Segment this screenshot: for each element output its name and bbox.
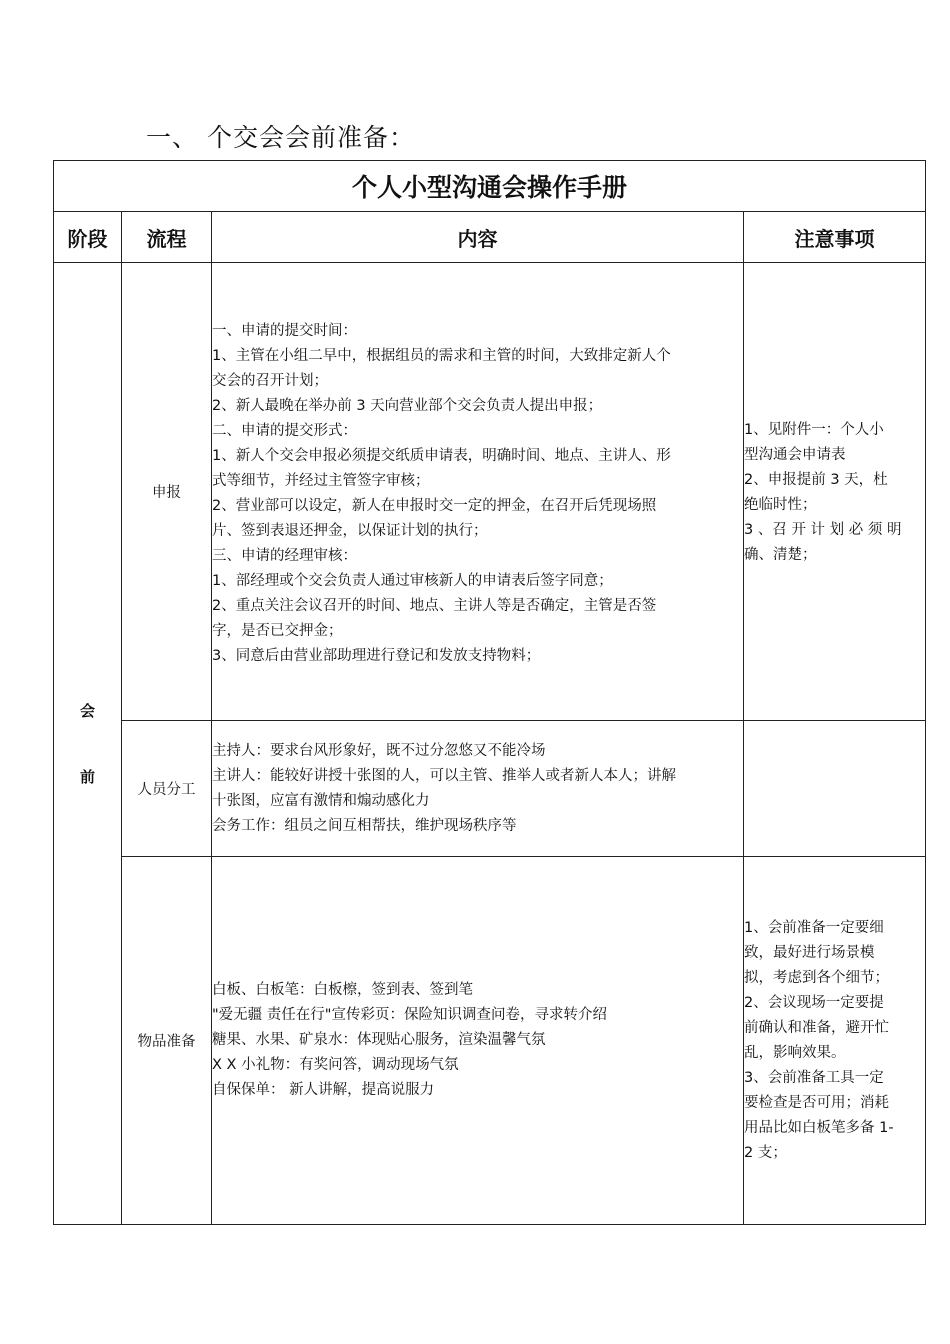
note-line: 致，最好进行场景模 [744, 944, 875, 961]
note-line: 要检查是否可用；消耗 [744, 1094, 889, 1111]
note-line: 3、会前准备工具一定 [744, 1069, 884, 1086]
content-line: 3、同意后由营业部助理进行登记和发放支持物料； [212, 648, 541, 664]
content-line: 1、新人个交会申报必须提交纸质申请表，明确时间、地点、主讲人、形 [212, 448, 671, 464]
section-heading: 一、 个交会会前准备： [146, 123, 415, 152]
content-line: 白板、白板笔：白板檫，签到表、签到笔 [212, 982, 473, 998]
content-line: "爱无疆 责任在行"宣传彩页：保险知识调查问卷，寻求转介绍 [212, 1007, 607, 1023]
content-line: 片、签到表退还押金，以保证计划的执行； [212, 523, 488, 539]
header-process: 流程 [122, 212, 212, 263]
note-line: 前确认和准备，避开忙 [744, 1019, 889, 1036]
content-line: 1、部经理或个交会负责人通过审核新人的申请表后签字同意； [212, 573, 613, 589]
notes-cell [744, 721, 926, 857]
content-line: 1、主管在小组二早中，根据组员的需求和主管的时间，大致排定新人个 [212, 348, 671, 364]
note-line: 用品比如白板笔多备 1- [744, 1119, 894, 1136]
note-line: 1、见附件一：个人小 [744, 422, 884, 438]
content-line: 主持人：要求台风形象好，既不过分忽悠又不能冷场 [212, 742, 546, 759]
table-header-row [54, 212, 926, 263]
content-line: 主讲人：能较好讲授十张图的人，可以主管、推举人或者新人本人；讲解 [212, 767, 676, 784]
content-line: 十张图，应富有激情和煽动感化力 [212, 792, 430, 809]
content-line: 自保保单： 新人讲解，提高说服力 [212, 1082, 435, 1098]
note-line: 拟，考虑到各个细节； [744, 969, 889, 986]
content-line: 糖果、水果、矿泉水：体现贴心服务，渲染温馨气氛 [212, 1032, 546, 1048]
table-title-row [54, 161, 926, 212]
content-line: 二、申请的提交形式： [212, 423, 357, 439]
table-row [54, 721, 926, 857]
content-line: 三、申请的经理审核： [212, 548, 357, 564]
operation-manual-table [53, 160, 926, 1225]
note-line: 2、会议现场一定要提 [744, 994, 884, 1011]
table-title: 个人小型沟通会操作手册 [54, 161, 926, 212]
content-line: 交会的召开计划； [212, 373, 328, 389]
process-cell: 申报 [122, 263, 212, 721]
stage-char: 前 [79, 767, 95, 786]
note-line: 乱，影响效果。 [744, 1044, 846, 1061]
content-line: 2、营业部可以设定，新人在申报时交一定的押金，在召开后凭现场照 [212, 498, 657, 514]
process-cell: 人员分工 [122, 721, 212, 857]
content-cell [212, 263, 744, 721]
note-line: 2 支； [744, 1144, 787, 1161]
header-notes: 注意事项 [744, 212, 926, 263]
content-line: 2、重点关注会议召开的时间、地点、主讲人等是否确定，主管是否签 [212, 598, 657, 614]
note-line: 确、清楚； [744, 547, 817, 563]
note-line: 2、申报提前 3 天，杜 [744, 472, 888, 488]
content-line: 2、新人最晚在举办前 3 天向营业部个交会负责人提出申报； [212, 398, 603, 414]
notes-cell [744, 263, 926, 721]
note-line: 3 、召 开 计 划 必 须 明 [744, 522, 902, 538]
content-line: 式等细节，并经过主管签字审核； [212, 473, 430, 489]
header-content: 内容 [212, 212, 744, 263]
content-cell [212, 721, 744, 857]
header-stage: 阶段 [54, 212, 122, 263]
content-cell [212, 857, 744, 1225]
table-row [54, 263, 926, 721]
content-line: 一、申请的提交时间： [212, 323, 357, 339]
stage-cell [54, 263, 122, 1225]
process-cell: 物品准备 [122, 857, 212, 1225]
content-line: X X 小礼物：有奖问答，调动现场气氛 [212, 1057, 459, 1073]
note-line: 绝临时性； [744, 497, 817, 513]
table-row [54, 857, 926, 1225]
content-line: 会务工作：组员之间互相帮扶，维护现场秩序等 [212, 817, 517, 834]
notes-cell [744, 857, 926, 1225]
note-line: 型沟通会申请表 [744, 447, 846, 463]
stage-char: 会 [79, 701, 95, 720]
note-line: 1、会前准备一定要细 [744, 919, 884, 936]
content-line: 字，是否已交押金； [212, 623, 343, 639]
